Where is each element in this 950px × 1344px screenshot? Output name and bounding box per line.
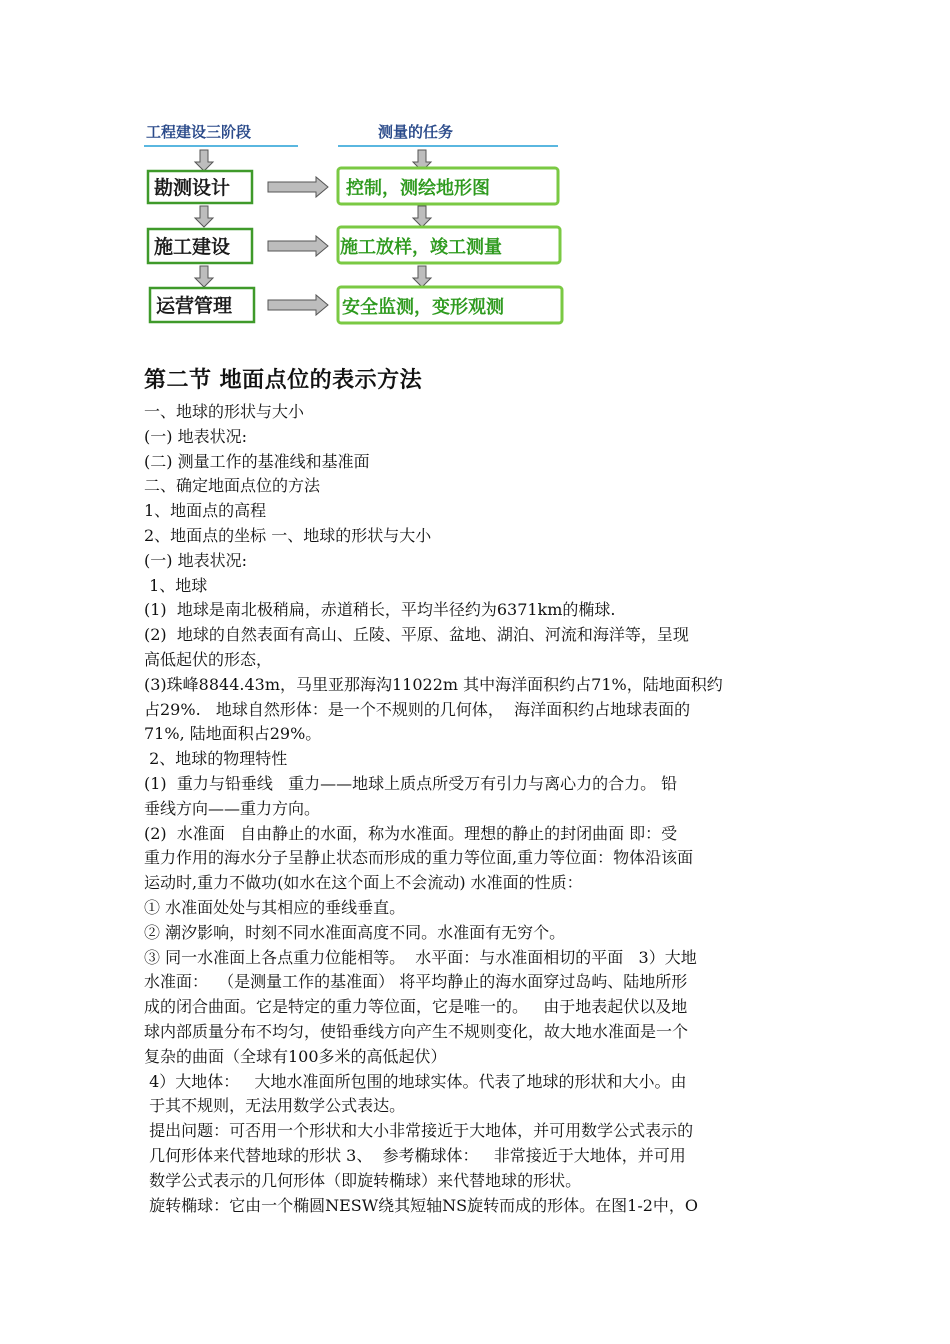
text-line: (1) 地球是南北极稍扁，赤道稍长，平均半径约为6371km的椭球. (144, 600, 616, 620)
text-line: 垂线方向——重力方向。 (144, 798, 321, 818)
section-title: 第二节 地面点位的表示方法 (144, 368, 423, 393)
text-line: 复杂的曲面（全球有100多米的高低起伏） (144, 1046, 447, 1066)
down-arrow-icon (413, 266, 431, 287)
text-line: 几何形体来代替地球的形状 3、 参考椭球体： 非常接近于大地体，并可用 (144, 1145, 686, 1165)
text-line: 71%, 陆地面积占29%。 (144, 724, 322, 744)
text-line: 二、确定地面点位的方法 (144, 476, 321, 496)
text-line: 占29%. 地球自然形体：是一个不规则的几何体， 海洋面积约占地球表面的 (144, 699, 691, 719)
text-line: 提出问题：可否用一个形状和大小非常接近于大地体，并可用数学公式表示的 (144, 1121, 694, 1141)
text-line: (2) 水准面 自由静止的水面，称为水准面。理想的静止的封闭曲面 即：受 (144, 823, 678, 843)
text-line: (2) 地球的自然表面有高山、丘陵、平原、盆地、湖泊、河流和海洋等，呈现 (144, 625, 689, 645)
stage-label-2: 施工建设 (154, 236, 231, 258)
text-line: 运动时,重力不做功(如水在这个面上不会流动) 水准面的性质： (144, 873, 583, 893)
text-line: 球内部质量分布不均匀，使铅垂线方向产生不规则变化，故大地水准面是一个 (144, 1021, 689, 1041)
text-line: 1、地面点的高程 (144, 501, 267, 521)
text-line: 1、地球 (144, 575, 208, 595)
right-arrow-icon (268, 295, 328, 315)
stage-label-1: 勘测设计 (154, 177, 231, 199)
text-line: ① 水准面处处与其相应的垂线垂直。 (144, 897, 406, 917)
text-line: (1) 重力与铅垂线 重力——地球上质点所受万有引力与离心力的合力。 铅 (144, 773, 678, 793)
text-line: 2、地球的物理特性 (144, 749, 288, 769)
text-line: (3)珠峰8844.43m，马里亚那海沟11022m 其中海洋面积约占71%，陆地面积约 (144, 674, 723, 694)
text-line: ② 潮汐影响，时刻不同水准面高度不同。水准面有无穷个。 (144, 922, 566, 942)
task-label-1: 控制，测绘地形图 (346, 178, 490, 199)
task-label-2: 施工放样，竣工测量 (340, 237, 502, 258)
workflow-diagram (140, 112, 580, 332)
down-arrow-icon (195, 266, 213, 287)
text-line: (二) 测量工作的基准线和基准面 (144, 451, 370, 471)
text-line: ③ 同一水准面上各点重力位能相等。 水平面：与水准面相切的平面 3）大地 (144, 947, 697, 967)
text-line: 高低起伏的形态， (144, 649, 273, 669)
workflow-diagram-svg (140, 112, 580, 332)
text-line: (一) 地表状况: (144, 550, 247, 570)
down-arrow-icon (195, 206, 213, 227)
right-arrow-icon (268, 236, 328, 256)
text-line: 于其不规则，无法用数学公式表达。 (144, 1096, 406, 1116)
body-text (144, 400, 808, 1218)
text-line: 数学公式表示的几何形体（即旋转椭球）来代替地球的形状。 (144, 1170, 582, 1190)
text-line: 4）大地体： 大地水准面所包围的地球实体。代表了地球的形状和大小。由 (144, 1071, 687, 1091)
task-label-3: 安全监测，变形观测 (342, 297, 504, 318)
text-line: 2、地面点的坐标 一、地球的形状与大小 (144, 525, 432, 545)
text-line: 旋转椭球：它由一个椭圆NESW绕其短轴NS旋转而成的形体。在图1-2中，O (144, 1195, 699, 1215)
right-header-text: 测量的任务 (378, 123, 454, 141)
text-line: 水准面： （是测量工作的基准面） 将平均静止的海水面穿过岛屿、陆地所形 (144, 972, 688, 992)
text-line: 一、地球的形状与大小 (144, 402, 305, 421)
stage-label-3: 运营管理 (156, 295, 233, 317)
right-arrow-icon (268, 177, 328, 197)
text-line: 成的闭合曲面。它是特定的重力等位面，它是唯一的。 由于地表起伏以及地 (144, 997, 688, 1017)
down-arrow-icon (413, 206, 431, 227)
left-header-text: 工程建设三阶段 (146, 123, 252, 141)
text-line: (一) 地表状况: (144, 426, 247, 446)
down-arrow-icon (195, 150, 213, 171)
text-line: 重力作用的海水分子呈静止状态而形成的重力等位面,重力等位面：物体沿该面 (144, 848, 694, 868)
